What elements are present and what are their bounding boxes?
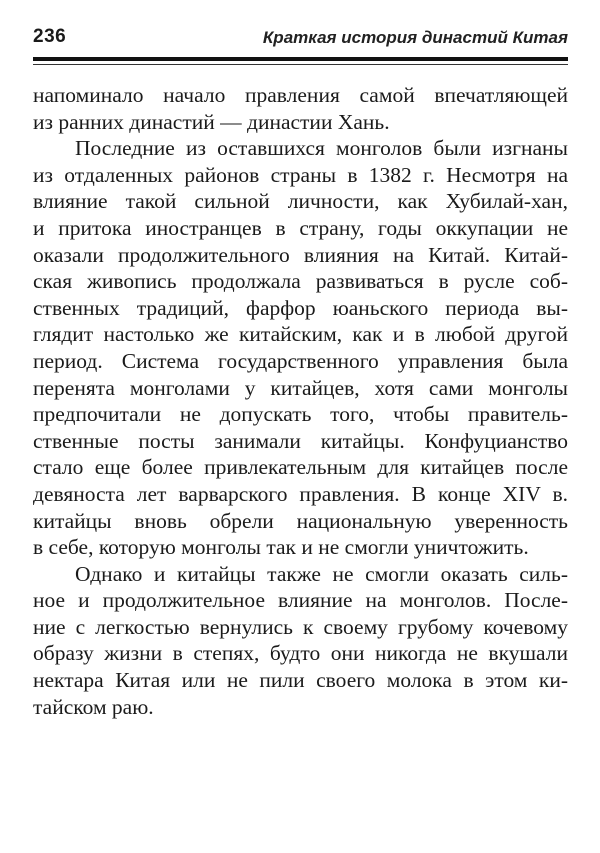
text-line: влияние такой сильной личности, как Хубилай-хан, [33,189,568,214]
text-line: образу жизни в степях, будто они никогда не вкушали [33,641,568,666]
text-line: период. Система государственного управления была [33,348,568,373]
text-line: тайском раю. [33,694,154,719]
header-rule-thick [33,57,568,61]
text-line: ственные посты занимали китайцы. Конфуцианство [33,428,568,453]
text-line: девяноста лет варварского правления. В конце XIV в. [33,481,568,506]
text-line: из ранних династий — династии Хань. [33,109,390,134]
text-line: из отдаленных районов страны в 1382 г. Несмотря на [33,162,568,187]
header-rule-thin [33,64,568,65]
page-number: 236 [33,26,67,47]
text-line: в себе, которую монголы так и не смогли уничтожить. [33,535,529,560]
text-line: оказали продолжительного влияния на Китай. Китай- [33,242,568,267]
paragraph-first-line: Последние из оставшихся монголов были изгнаны [75,136,568,161]
text-line: предпочитали не допускать того, чтобы правитель- [33,402,568,427]
running-header [33,26,568,52]
text-line: глядит настолько же китайским, как и в любой другой [33,322,568,347]
text-line: ное и продолжительное влияние на монголов. После- [33,588,568,613]
text-line: перенята монголами у китайцев, хотя сами монголы [33,375,568,400]
running-title: Краткая история династий Китая [262,28,568,47]
text-line: ние с легкостью вернулись к своему грубому кочевому [33,614,568,639]
paragraph-first-line: Однако и китайцы также не смогли оказать силь- [75,561,568,586]
text-line: стало еще более привлекательным для китайцев после [33,455,568,480]
text-line: ственных традиций, фарфор юаньского периода вы- [33,295,568,320]
text-line: и притока иностранцев в страну, годы оккупации не [33,215,568,240]
text-line: ская живопись продолжала развиваться в русле соб- [33,269,568,294]
body-text [33,82,568,720]
text-line: китайцы вновь обрели национальную уверенность [33,508,568,533]
text-line: нектара Китая или не пили своего молока в этом ки- [33,668,568,693]
text-line: напоминало начало правления самой впечатляющей [33,83,568,107]
